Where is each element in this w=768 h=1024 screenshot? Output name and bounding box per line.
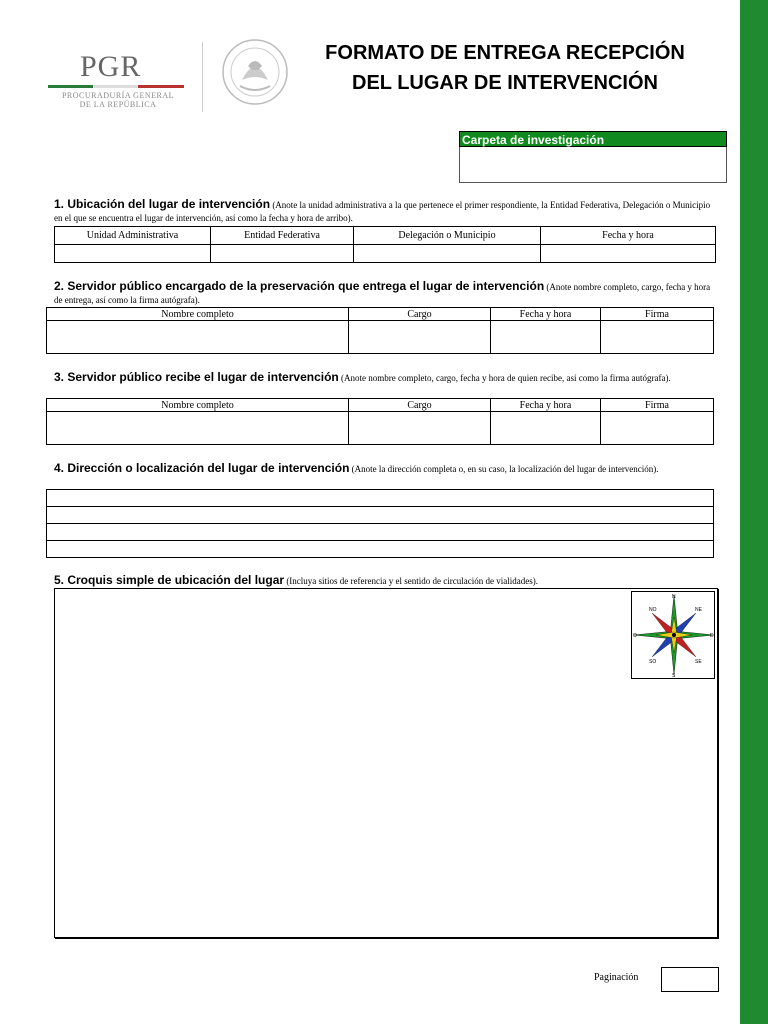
field-fecha[interactable] [491,412,601,445]
section5-note: (Incluya sitios de referencia y el sentido de circulación de vialidades). [286,576,538,586]
field-delegacion[interactable] [354,245,541,263]
compass-icon [632,592,714,678]
col-nombre: Nombre completo [47,399,349,412]
document-title [300,38,710,98]
section4-lines [46,489,714,558]
compass-se: SE [695,659,702,665]
section1-table [54,226,716,263]
pgr-logo: PGR [80,50,142,83]
compass-rose [631,591,715,679]
col-cargo: Cargo [349,308,491,321]
logo-stripes [48,85,184,88]
address-line[interactable] [47,524,714,541]
field-unidad[interactable] [55,245,211,263]
address-line[interactable] [47,490,714,507]
col-fecha: Fecha y hora [541,227,716,245]
section2-table [46,307,714,354]
logo-subtitle-line1: PROCURADURÍA GENERAL [61,91,174,100]
col-fecha: Fecha y hora [491,399,601,412]
section4-heading: 4. Dirección o localización del lugar de intervención [54,461,350,475]
section1-heading: 1. Ubicación del lugar de intervención [54,197,271,211]
compass-e: E [710,633,714,639]
section3-text [54,371,714,385]
section1-text [54,198,714,225]
pagination-label: Paginación [594,972,639,983]
address-line[interactable] [47,507,714,524]
col-firma: Firma [601,308,714,321]
field-firma[interactable] [601,321,714,354]
section3-heading: 3. Servidor público recibe el lugar de intervención [54,370,339,384]
section3-note: (Anote nombre completo, cargo, fecha y hora de quien recibe, así como la firma autógrafa). [341,373,671,383]
field-fecha[interactable] [541,245,716,263]
col-fecha: Fecha y hora [491,308,601,321]
title-line2: DEL LUGAR DE INTERVENCIÓN [352,72,658,94]
col-cargo: Cargo [349,399,491,412]
logo-subtitle [58,91,178,109]
compass-s: S [672,673,676,678]
col-unidad: Unidad Administrativa [55,227,211,245]
section4-note: (Anote la dirección completa o, en su caso, la localización del lugar de intervención). [351,464,659,474]
col-nombre: Nombre completo [47,308,349,321]
pagination-field[interactable] [661,967,719,992]
field-nombre[interactable] [47,412,349,445]
col-firma: Firma [601,399,714,412]
carpeta-field[interactable] [459,147,727,183]
field-fecha[interactable] [491,321,601,354]
carpeta-label: Carpeta de investigación [459,131,727,147]
logo-divider [202,42,203,112]
compass-n: N [672,594,676,600]
section4-text [54,462,714,476]
compass-ne: NE [695,607,702,613]
side-green-bar [740,0,768,1024]
field-nombre[interactable] [47,321,349,354]
compass-so: SO [649,659,657,665]
section3-table [46,398,714,445]
compass-no: NO [649,607,657,613]
address-line[interactable] [47,541,714,558]
section2-note: (Anote nombre completo, cargo, fecha y hora de entrega, así como la firma autógrafa). [54,282,711,305]
section2-heading: 2. Servidor público encargado de la preservación que entrega el lugar de intervención [54,279,545,293]
section2-text [54,280,714,307]
sketch-area[interactable] [54,588,718,938]
section1-note: (Anote la unidad administrativa a la que pertenece el primer respondiente, la Entidad Federativa, Delegación o Municipio en el que se encuentra el lugar de intervención, así como la fecha y hora de arribo). [54,200,711,223]
field-entidad[interactable] [211,245,354,263]
col-delegacion: Delegación o Municipio [354,227,541,245]
field-cargo[interactable] [349,321,491,354]
compass-o: O [633,633,637,639]
title-line1: FORMATO DE ENTREGA RECEPCIÓN [325,42,685,64]
national-seal-icon [220,36,290,108]
logo-subtitle-line2: DE LA REPÚBLICA [79,100,157,109]
field-firma[interactable] [601,412,714,445]
col-entidad: Entidad Federativa [211,227,354,245]
section5-text [54,574,714,588]
section5-heading: 5. Croquis simple de ubicación del lugar [54,573,285,587]
field-cargo[interactable] [349,412,491,445]
